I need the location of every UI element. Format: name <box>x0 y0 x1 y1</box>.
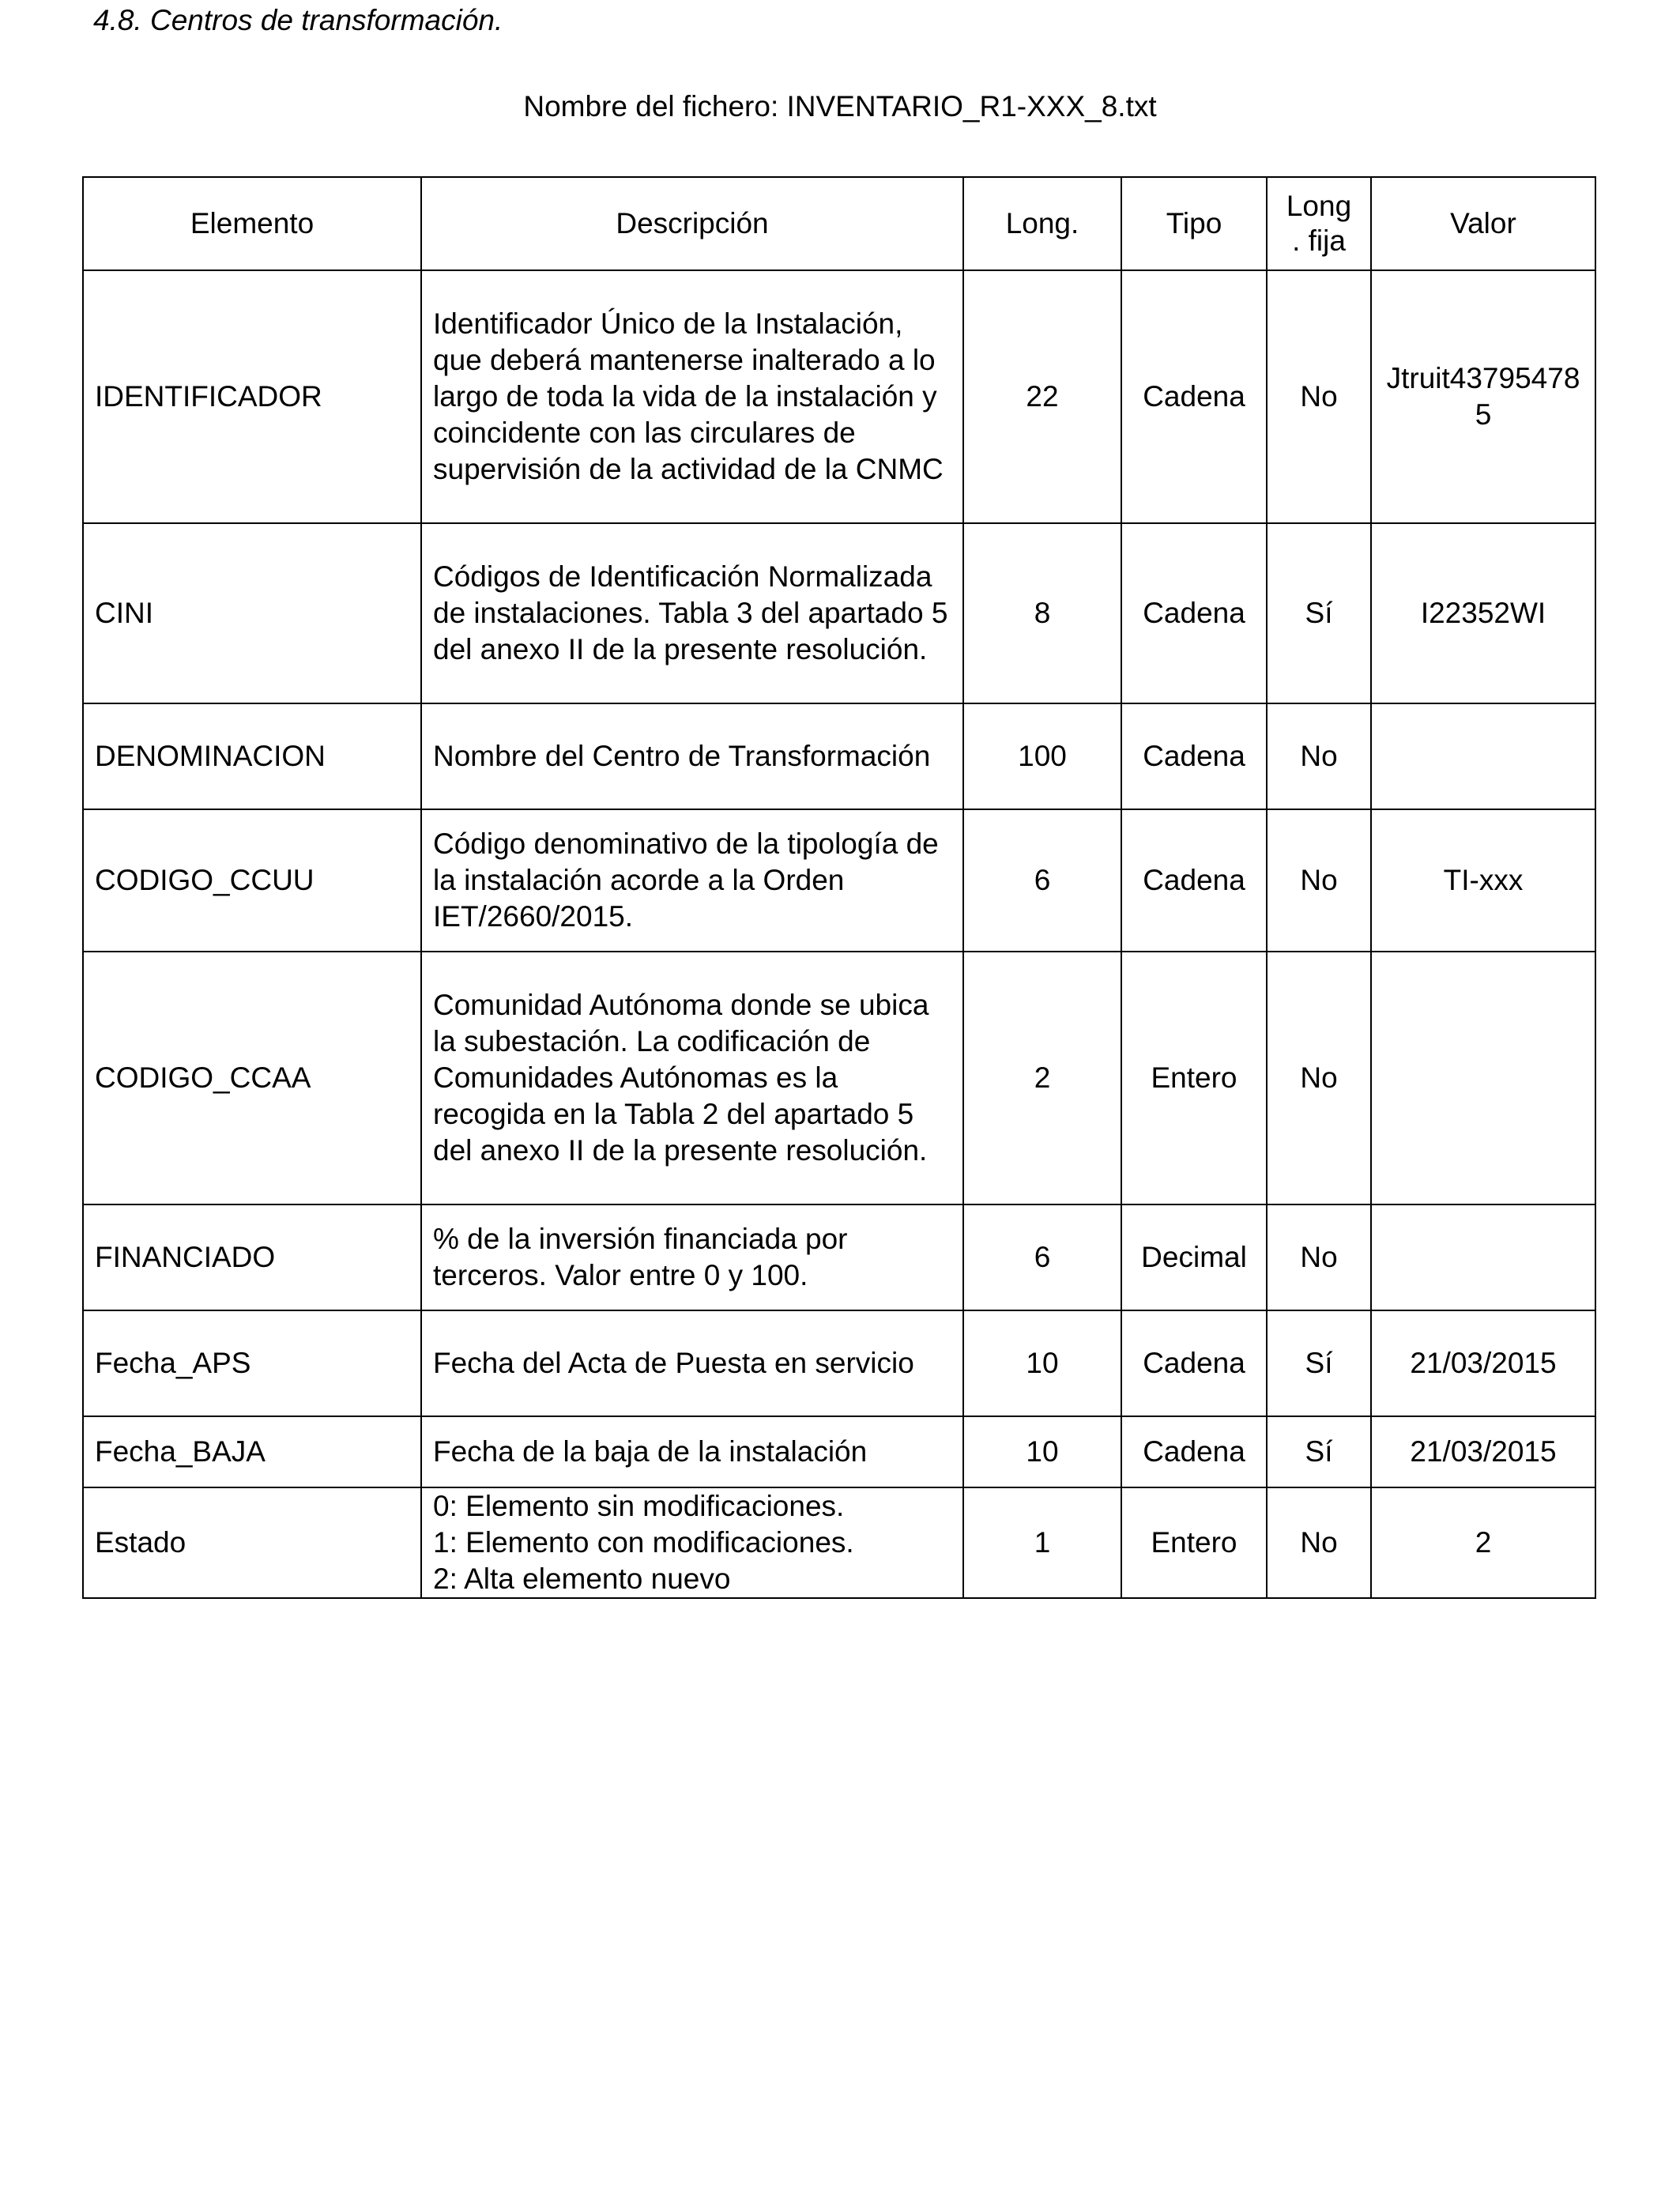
cell-descripcion: Fecha de la baja de la instalación <box>421 1416 963 1487</box>
table-row <box>83 523 1595 703</box>
header-valor: Valor <box>1371 177 1595 270</box>
cell-long: 1 <box>963 1487 1121 1598</box>
cell-valor: TI-xxx <box>1371 809 1595 952</box>
cell-valor <box>1371 952 1595 1204</box>
cell-long-fija: Sí <box>1267 1416 1371 1487</box>
cell-tipo: Cadena <box>1121 270 1267 523</box>
table-row <box>83 1416 1595 1487</box>
section-heading: 4.8. Centros de transformación. <box>93 4 503 36</box>
cell-descripcion: Códigos de Identificación Normalizada de instalaciones. Tabla 3 del apartado 5 del anexo II de la presente resolución. <box>421 523 963 703</box>
cell-elemento: FINANCIADO <box>83 1204 421 1310</box>
cell-descripcion: 0: Elemento sin modificaciones. 1: Elemento con modificaciones. 2: Alta elemento nuevo <box>421 1487 963 1598</box>
cell-long: 22 <box>963 270 1121 523</box>
cell-long: 6 <box>963 809 1121 952</box>
cell-elemento: CODIGO_CCAA <box>83 952 421 1204</box>
cell-valor <box>1371 1204 1595 1310</box>
cell-long-fija: No <box>1267 1204 1371 1310</box>
table-row <box>83 703 1595 809</box>
cell-elemento: IDENTIFICADOR <box>83 270 421 523</box>
table-header-row <box>83 177 1595 270</box>
cell-descripcion: % de la inversión financiada por terceros. Valor entre 0 y 100. <box>421 1204 963 1310</box>
table-row <box>83 1310 1595 1416</box>
header-tipo: Tipo <box>1121 177 1267 270</box>
cell-valor: 21/03/2015 <box>1371 1310 1595 1416</box>
cell-tipo: Cadena <box>1121 703 1267 809</box>
cell-elemento: Estado <box>83 1487 421 1598</box>
cell-long: 10 <box>963 1416 1121 1487</box>
table-body <box>83 270 1595 1598</box>
cell-elemento: Fecha_APS <box>83 1310 421 1416</box>
cell-long: 8 <box>963 523 1121 703</box>
cell-tipo: Cadena <box>1121 523 1267 703</box>
cell-valor: 2 <box>1371 1487 1595 1598</box>
file-name-line: Nombre del fichero: INVENTARIO_R1-XXX_8.txt <box>523 90 1157 123</box>
cell-tipo: Entero <box>1121 1487 1267 1598</box>
cell-long-fija: Sí <box>1267 1310 1371 1416</box>
cell-long: 100 <box>963 703 1121 809</box>
header-elemento: Elemento <box>83 177 421 270</box>
header-long: Long. <box>963 177 1121 270</box>
cell-valor: 21/03/2015 <box>1371 1416 1595 1487</box>
cell-descripcion: Código denominativo de la tipología de la instalación acorde a la Orden IET/2660/2015. <box>421 809 963 952</box>
cell-long-fija: Sí <box>1267 523 1371 703</box>
cell-long-fija: No <box>1267 952 1371 1204</box>
cell-long-fija: No <box>1267 703 1371 809</box>
cell-valor: I22352WI <box>1371 523 1595 703</box>
table-row <box>83 952 1595 1204</box>
cell-descripcion: Comunidad Autónoma donde se ubica la subestación. La codificación de Comunidades Autónomas es la recogida en la Tabla 2 del apartado 5 del anexo II de la presente resolución. <box>421 952 963 1204</box>
cell-descripcion: Identificador Único de la Instalación, que deberá mantenerse inalterado a lo largo de toda la vida de la instalación y coincidente con las circulares de supervisión de la actividad de la CNMC <box>421 270 963 523</box>
cell-descripcion: Nombre del Centro de Transformación <box>421 703 963 809</box>
cell-tipo: Cadena <box>1121 1310 1267 1416</box>
header-long-fija <box>1267 177 1371 270</box>
cell-tipo: Decimal <box>1121 1204 1267 1310</box>
table-row <box>83 270 1595 523</box>
cell-long-fija: No <box>1267 270 1371 523</box>
cell-elemento: CINI <box>83 523 421 703</box>
cell-valor <box>1371 703 1595 809</box>
inventory-table <box>82 176 1596 1599</box>
cell-long-fija: No <box>1267 1487 1371 1598</box>
cell-long: 6 <box>963 1204 1121 1310</box>
cell-long-fija: No <box>1267 809 1371 952</box>
header-long-fija-line2: . fija <box>1292 224 1346 257</box>
header-descripcion: Descripción <box>421 177 963 270</box>
cell-elemento: DENOMINACION <box>83 703 421 809</box>
table-row <box>83 1204 1595 1310</box>
table-row <box>83 1487 1595 1598</box>
cell-descripcion: Fecha del Acta de Puesta en servicio <box>421 1310 963 1416</box>
cell-valor: Jtruit437954785 <box>1371 270 1595 523</box>
table-row <box>83 809 1595 952</box>
cell-tipo: Cadena <box>1121 809 1267 952</box>
cell-long: 10 <box>963 1310 1121 1416</box>
cell-tipo: Cadena <box>1121 1416 1267 1487</box>
header-long-fija-line1: Long <box>1286 190 1352 222</box>
cell-long: 2 <box>963 952 1121 1204</box>
cell-elemento: CODIGO_CCUU <box>83 809 421 952</box>
cell-elemento: Fecha_BAJA <box>83 1416 421 1487</box>
cell-tipo: Entero <box>1121 952 1267 1204</box>
